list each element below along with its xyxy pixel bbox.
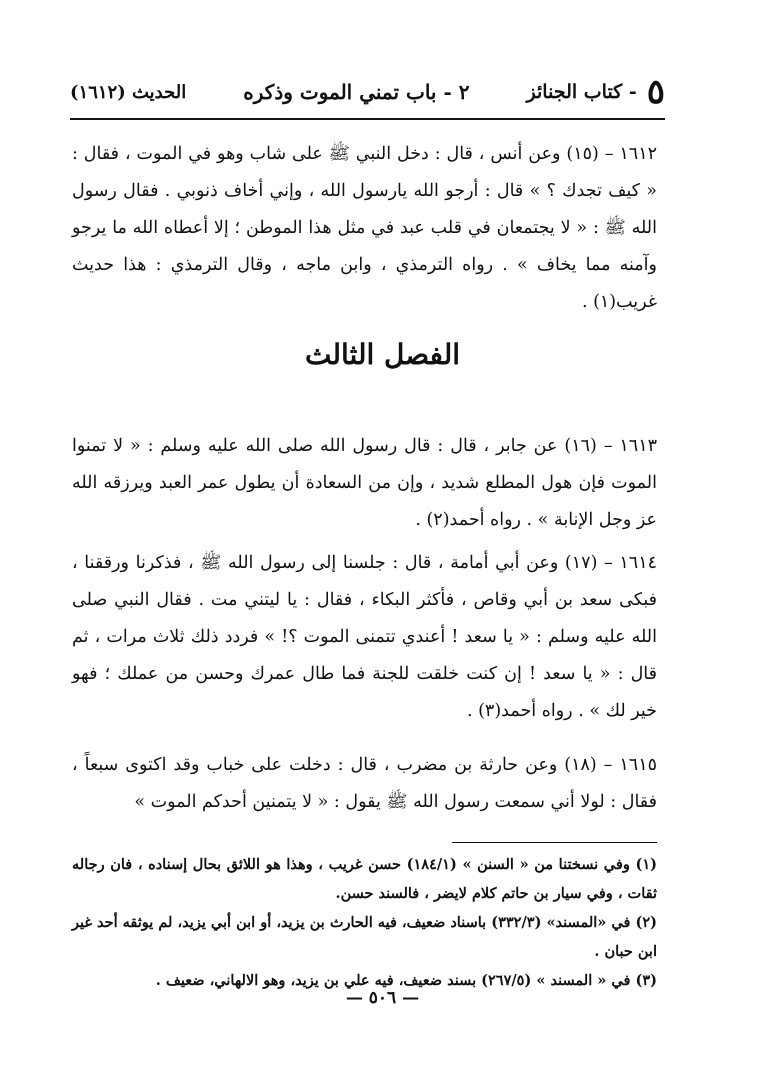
- book-title: - كتاب الجنائز: [526, 81, 637, 103]
- header-divider: [70, 118, 665, 120]
- footnotes: [72, 850, 657, 995]
- hadith-range: الحديث (١٦١٢): [70, 81, 187, 103]
- hadith-1613: ١٦١٣ – (١٦) عن جابر ، قال : قال رسول الله صلى الله عليه وسلم : « لا تمنوا الموت فإن هول المطلع شديد ، وإن من السعادة أن يطول عمر العبد ويرزقه الله عز وجل الإنابة » . رواه أحمد(٢) .: [72, 436, 657, 530]
- volume-number: ٥: [646, 72, 665, 112]
- hadith-1615: ١٦١٥ – (١٨) وعن حارثة بن مضرب ، قال : دخلت على خباب وقد اكتوى سبعاً ، فقال : لولا أني سمعت رسول الله ﷺ يقول : « لا يتمنين أحدكم الموت »: [72, 755, 657, 812]
- footnote-divider: [452, 842, 657, 843]
- chapter-title: ٢ - باب تمني الموت وذكره: [243, 80, 470, 104]
- hadith-1614: ١٦١٤ – (١٧) وعن أبي أمامة ، قال : جلسنا إلى رسول الله ﷺ ، فذكرنا ورققنا ، فبكى سعد بن أبي وقاص ، فأكثر البكاء ، فقال : يا ليتني مت . فقال النبي صلى الله عليه وسلم : « يا سعد ! أعندي تتمنى الموت ؟! » فردد ذلك ثلاث مرات ، ثم قال : « يا سعد ! إن كنت خلقت للجنة فما طال عمرك وحسن من عملك ؛ فهو خير لك » . رواه أحمد(٣) .: [72, 553, 657, 721]
- footnote-1: (١) وفي نسختنا من « السنن » (١٨٤/١) حسن غريب ، وهذا هو اللائق بحال إسناده ، فان رجاله ثقات ، وفي سيار بن حاتم كلام لايضر ، فالسند حسن.: [72, 856, 657, 902]
- hadith-1612: ١٦١٢ – (١٥) وعن أنس ، قال : دخل النبي ﷺ على شاب وهو في الموت ، فقال : « كيف تجدك ؟ » قال : أرجو الله يارسول الله ، وإني أخاف ذنوبي . فقال رسول الله ﷺ : « لا يجتمعان في قلب عبد في مثل هذا الموطن ؛ إلا أعطاه الله ما يرجو وآمنه مما يخاف » . رواه الترمذي ، وابن ماجه ، وقال الترمذي : هذا حديث غريب(١) .: [72, 144, 657, 312]
- section-title: الفصل الثالث: [304, 338, 461, 371]
- running-header: [70, 70, 665, 114]
- footnote-3: (٣) في « المسند » (٢٦٧/٥) بسند ضعيف، فيه علي بن يزيد، وهو الالهاني، ضعيف .: [155, 972, 657, 989]
- page-number: — ٥٠٦ —: [345, 988, 420, 1008]
- header-right: [526, 72, 665, 112]
- footnote-2: (٢) في «المسند» (٣٣٢/٣) باسناد ضعيف، فيه الحارث بن يزيد، أو ابن أبي يزيد، لم يوثقه أحد غير ابن حبان .: [72, 914, 657, 960]
